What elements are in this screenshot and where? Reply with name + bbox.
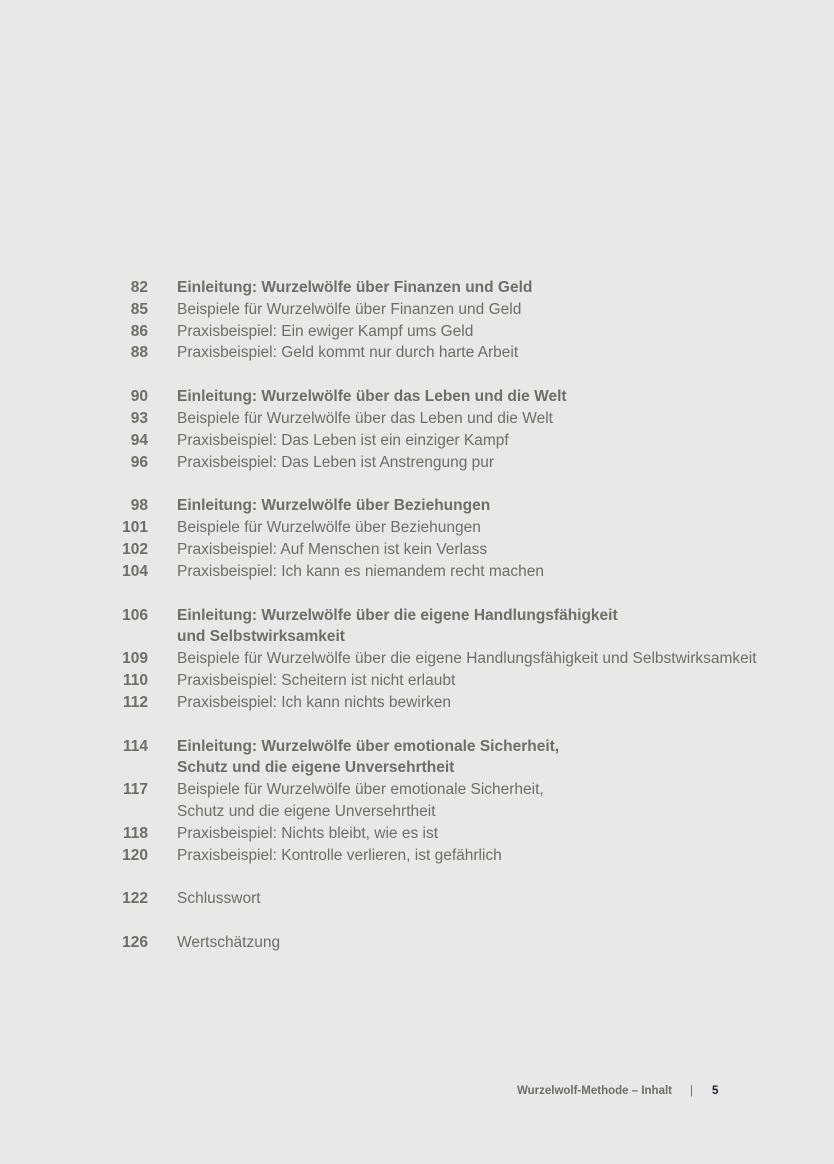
toc-page-number: 106: [122, 606, 148, 624]
toc-section: [0, 277, 834, 364]
toc-page-number: 110: [122, 671, 148, 689]
toc-section: [0, 932, 834, 954]
toc-entry: [0, 888, 834, 910]
toc-page-number: 126: [122, 934, 148, 952]
toc-page-number: 109: [122, 650, 148, 668]
toc-page-number: 120: [122, 846, 148, 864]
toc-entry: [0, 845, 834, 867]
toc-page-number: 82: [130, 279, 148, 296]
toc-entry-title: Beispiele für Wurzelwölfe über das Leben und die Welt: [177, 409, 553, 427]
toc-page-number: 85: [130, 300, 148, 318]
toc-entry-title: Praxisbeispiel: Ich kann es niemandem recht machen: [177, 562, 545, 580]
toc-entry-title: Beispiele für Wurzelwölfe über die eigene Handlungsfähigkeit und Selbstwirksamkeit: [177, 650, 757, 668]
toc-page-number: 118: [122, 824, 148, 842]
toc-entry-title: Praxisbeispiel: Ich kann nichts bewirken: [177, 693, 451, 711]
toc-entry-title: Einleitung: Wurzelwölfe über Finanzen und Geld: [177, 279, 533, 296]
page-number: 5: [712, 1085, 719, 1097]
toc-entry-title: Praxisbeispiel: Nichts bleibt, wie es ist: [177, 824, 439, 842]
toc-entry-title: Praxisbeispiel: Das Leben ist Anstrengung pur: [177, 453, 495, 471]
toc-page-number: 112: [122, 693, 148, 711]
toc-entry: [0, 452, 834, 474]
page-footer: [0, 1085, 834, 1101]
toc-entry-title: Schlusswort: [177, 890, 261, 908]
toc-section: [0, 888, 834, 910]
toc-entry-title: Praxisbeispiel: Das Leben ist ein einziger Kampf: [177, 431, 509, 449]
toc-entry-introduction: [0, 386, 834, 408]
toc-page-number: 104: [122, 562, 148, 580]
toc-entry: [0, 408, 834, 430]
toc-entry: [0, 823, 834, 845]
toc-page-number: 94: [130, 431, 148, 449]
toc-entry: [0, 539, 834, 561]
toc-page-number: 88: [130, 344, 148, 362]
footer-title: Wurzelwolf-Methode – Inhalt: [516, 1085, 672, 1097]
toc-entry-title: Praxisbeispiel: Auf Menschen ist kein Verlass: [177, 540, 488, 558]
toc-entry-introduction: [0, 605, 834, 649]
toc-entry-title: Beispiele für Wurzelwölfe über Beziehungen: [177, 519, 481, 537]
toc-entry: [0, 517, 834, 539]
toc-entry: [0, 670, 834, 692]
toc-page-number: 86: [130, 322, 148, 340]
table-of-contents: [0, 277, 834, 976]
toc-section: [0, 605, 834, 714]
toc-page-number: 114: [122, 737, 148, 755]
toc-entry-title: Praxisbeispiel: Scheitern ist nicht erlaubt: [177, 671, 456, 689]
toc-entry-introduction: [0, 736, 834, 780]
toc-entry-title: Praxisbeispiel: Kontrolle verlieren, ist gefährlich: [177, 846, 502, 864]
toc-entry-introduction: [0, 277, 834, 299]
footer-separator: |: [690, 1085, 693, 1097]
toc-page-number: 102: [122, 540, 148, 558]
toc-entry: [0, 321, 834, 343]
toc-entry-title: Wertschätzung: [177, 934, 281, 952]
toc-entry: [0, 299, 834, 321]
toc-entry: [0, 779, 834, 823]
toc-page-number: 101: [122, 519, 148, 537]
toc-entry: [0, 932, 834, 954]
toc-page-number: 90: [130, 388, 148, 406]
toc-entry: [0, 648, 834, 670]
toc-entry-title: Einleitung: Wurzelwölfe über die eigene Handlungsfähigkeit und Selbstwirksamkeit: [177, 606, 618, 646]
toc-entry-title: Praxisbeispiel: Geld kommt nur durch harte Arbeit: [177, 344, 519, 362]
toc-entry-title: Beispiele für Wurzelwölfe über Finanzen und Geld: [177, 300, 522, 318]
toc-section: [0, 386, 834, 473]
toc-page-number: 117: [122, 781, 148, 799]
toc-page-number: 93: [130, 409, 148, 427]
toc-page-number: 122: [122, 890, 148, 908]
toc-entry-title: Einleitung: Wurzelwölfe über emotionale Sicherheit, Schutz und die eigene Unversehrtheit: [177, 737, 560, 777]
toc-entry: [0, 561, 834, 583]
toc-entry-title: Einleitung: Wurzelwölfe über Beziehungen: [177, 497, 491, 515]
toc-section: [0, 736, 834, 867]
toc-page-number: 96: [130, 453, 148, 471]
toc-entry: [0, 692, 834, 714]
toc-entry-title: Beispiele für Wurzelwölfe über emotionale Sicherheit, Schutz und die eigene Unversehrtheit: [177, 781, 544, 820]
toc-entry: [0, 342, 834, 364]
toc-entry-title: Praxisbeispiel: Ein ewiger Kampf ums Geld: [177, 322, 474, 340]
toc-section: [0, 495, 834, 582]
toc-entry: [0, 430, 834, 452]
toc-page-number: 98: [130, 497, 148, 515]
toc-entry-title: Einleitung: Wurzelwölfe über das Leben und die Welt: [177, 388, 567, 406]
toc-entry-introduction: [0, 495, 834, 517]
